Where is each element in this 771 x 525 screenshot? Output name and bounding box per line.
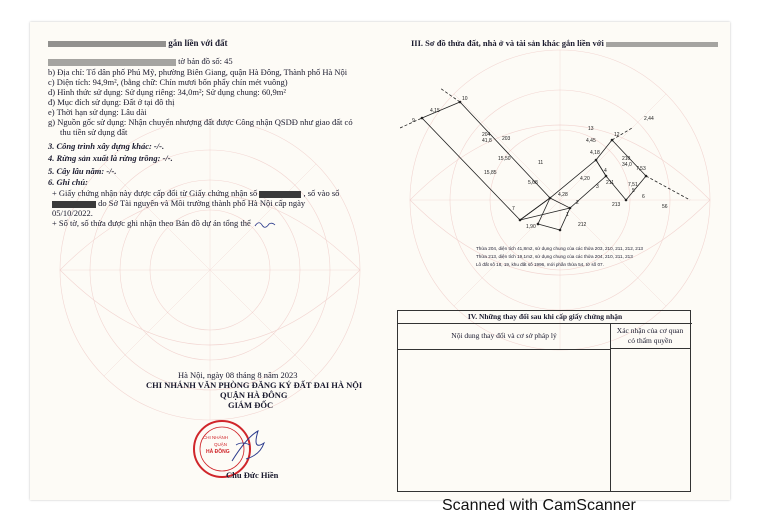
item-6: 6. Ghi chú:: [48, 177, 88, 187]
confirmation-label-1: Xác nhận của cơ quan: [616, 326, 684, 335]
map-label-9: 9: [412, 118, 415, 124]
map-dim-4: 5,68: [528, 180, 538, 186]
parcel-204: [422, 102, 550, 220]
map-label-203: 203: [502, 136, 511, 142]
purpose: đ) Mục đích sử dụng: Đất ở tại đô thị: [48, 97, 175, 107]
map-label-212: 212: [578, 222, 587, 228]
note-3: 05/10/2022.: [52, 208, 93, 218]
right-heading: III. Sơ đồ thửa đất, nhà ở và tài sản khác gắn liền với: [411, 38, 718, 48]
map-label-2: 2: [576, 200, 579, 206]
note-4: + Số tờ, số thửa được ghi nhận theo Bản đồ dự án tổng thể: [52, 218, 277, 229]
note-2: do Sở Tài nguyên và Môi trường thành phố Hà Nội cấp ngày: [52, 198, 305, 208]
item-3: 3. Công trình xây dựng khác: -/-.: [48, 141, 165, 151]
map-label-1: 1: [566, 212, 569, 218]
map-dim-1: 4,15: [430, 108, 440, 114]
map-dim-5: 1,90: [526, 224, 536, 230]
usage-form: d) Hình thức sử dụng: Sử dụng riêng: 34,0m²; Sử dụng chung: 60,9m²: [48, 87, 286, 97]
map-label-15-50: 15,50: [498, 156, 511, 162]
initials-scribble: [253, 219, 277, 229]
issuing-office: CHI NHÁNH VĂN PHÒNG ĐĂNG KÝ ĐẤT ĐAI HÀ NỘI: [146, 380, 363, 390]
map-label-34-0: 34,0: [622, 162, 632, 168]
map-dim-10: 4,18: [590, 150, 600, 156]
item-5: 5. Cây lâu năm: -/-.: [48, 166, 117, 176]
map-label-213: 213: [612, 202, 621, 208]
map-label-6: 6: [642, 194, 645, 200]
map-dim-7: 4,20: [580, 176, 590, 182]
issuing-district: QUẬN HÀ ĐÔNG: [220, 390, 288, 400]
map-note-2: Thửa 213, diện tích 19,1m2, sử dụng chung của các thửa 204, 210, 211, 213: [476, 254, 633, 259]
area: c) Diện tích: 94,9m², (bằng chữ: Chín mươi bốn phẩy chín mét vuông): [48, 77, 288, 87]
seal-text-3: HÀ ĐÔNG: [206, 449, 230, 455]
note-1: + Giấy chứng nhận này được cấp đổi từ Giấy chứng nhận số , số vào sổ: [52, 188, 340, 198]
map-dim-2: 2,44: [644, 116, 654, 122]
map-note-3: Lô đất số 18, 19, khu đất số 1996, mới phần thửa 54, tờ số 07.: [476, 262, 604, 267]
map-dim-9: 7,53: [636, 166, 646, 172]
confirmation-label-2: có thẩm quyền: [627, 336, 673, 345]
term: e) Thời hạn sử dụng: Lâu dài: [48, 107, 147, 117]
map-label-10: 10: [462, 96, 468, 102]
map-label-7: 7: [512, 206, 515, 212]
issue-date: Hà Nội, ngày 08 tháng 8 năm 2023: [178, 370, 298, 380]
map-label-56: 56: [662, 204, 668, 210]
map-dim-11: 4,45: [586, 138, 596, 144]
address: b) Địa chỉ: Tổ dân phố Phú Mỹ, phường Biên Giang, quận Hà Đông, Thành phố Hà Nội: [48, 67, 348, 77]
map-label-12: 12: [614, 132, 620, 138]
changes-table-title: IV. Những thay đổi sau khi cấp giấy chứng nhận: [398, 311, 692, 324]
origin-line-2: thu tiền sử dụng đất: [60, 127, 128, 137]
seal-text-1: CHI NHÁNH: [203, 435, 229, 440]
map-dim-6: 4,28: [558, 192, 568, 198]
parcel-210: [520, 160, 606, 220]
changes-table: [397, 310, 691, 492]
signer-title: GIÁM ĐỐC: [228, 400, 274, 410]
origin-line-1: g) Nguồn gốc sử dụng: Nhận chuyển nhượng đất được Công nhận QSDĐ như giao đất có: [48, 117, 353, 127]
left-heading: gắn liền với đất: [48, 38, 228, 48]
map-label-4: 4: [604, 168, 607, 174]
changes-table-divider: [610, 349, 611, 491]
map-label-210: 210: [622, 156, 631, 162]
map-dim-3: 15,85: [484, 170, 497, 176]
changes-col-content: Nội dung thay đổi và cơ sở pháp lý: [398, 323, 611, 350]
item-4: 4. Rừng sản xuất là rừng trồng: -/-.: [48, 153, 173, 163]
changes-col-confirmation: [610, 323, 690, 349]
sheet-number: tờ bản đồ số: 45: [48, 56, 233, 66]
seal-text-2: QUẬN: [214, 442, 228, 447]
map-label-11: 11: [538, 160, 544, 166]
map-label-3: 3: [596, 184, 599, 190]
map-label-41-8: 41,8: [482, 138, 492, 144]
map-dim-8: 7,51: [628, 182, 638, 188]
scan-edge: [0, 0, 28, 525]
camscanner-watermark: Scanned with CamScanner: [442, 497, 636, 514]
map-label-5: 5: [632, 188, 635, 194]
map-note-1: Thửa 204, diện tích 41,8m2, sử dụng chung của các thửa 203, 210, 211, 212, 213: [476, 246, 643, 251]
map-label-204: 204: [482, 132, 491, 138]
signer-name: Chu Đức Hiền: [226, 470, 279, 480]
map-label-211: 211: [606, 180, 614, 186]
map-label-13: 13: [588, 126, 594, 132]
